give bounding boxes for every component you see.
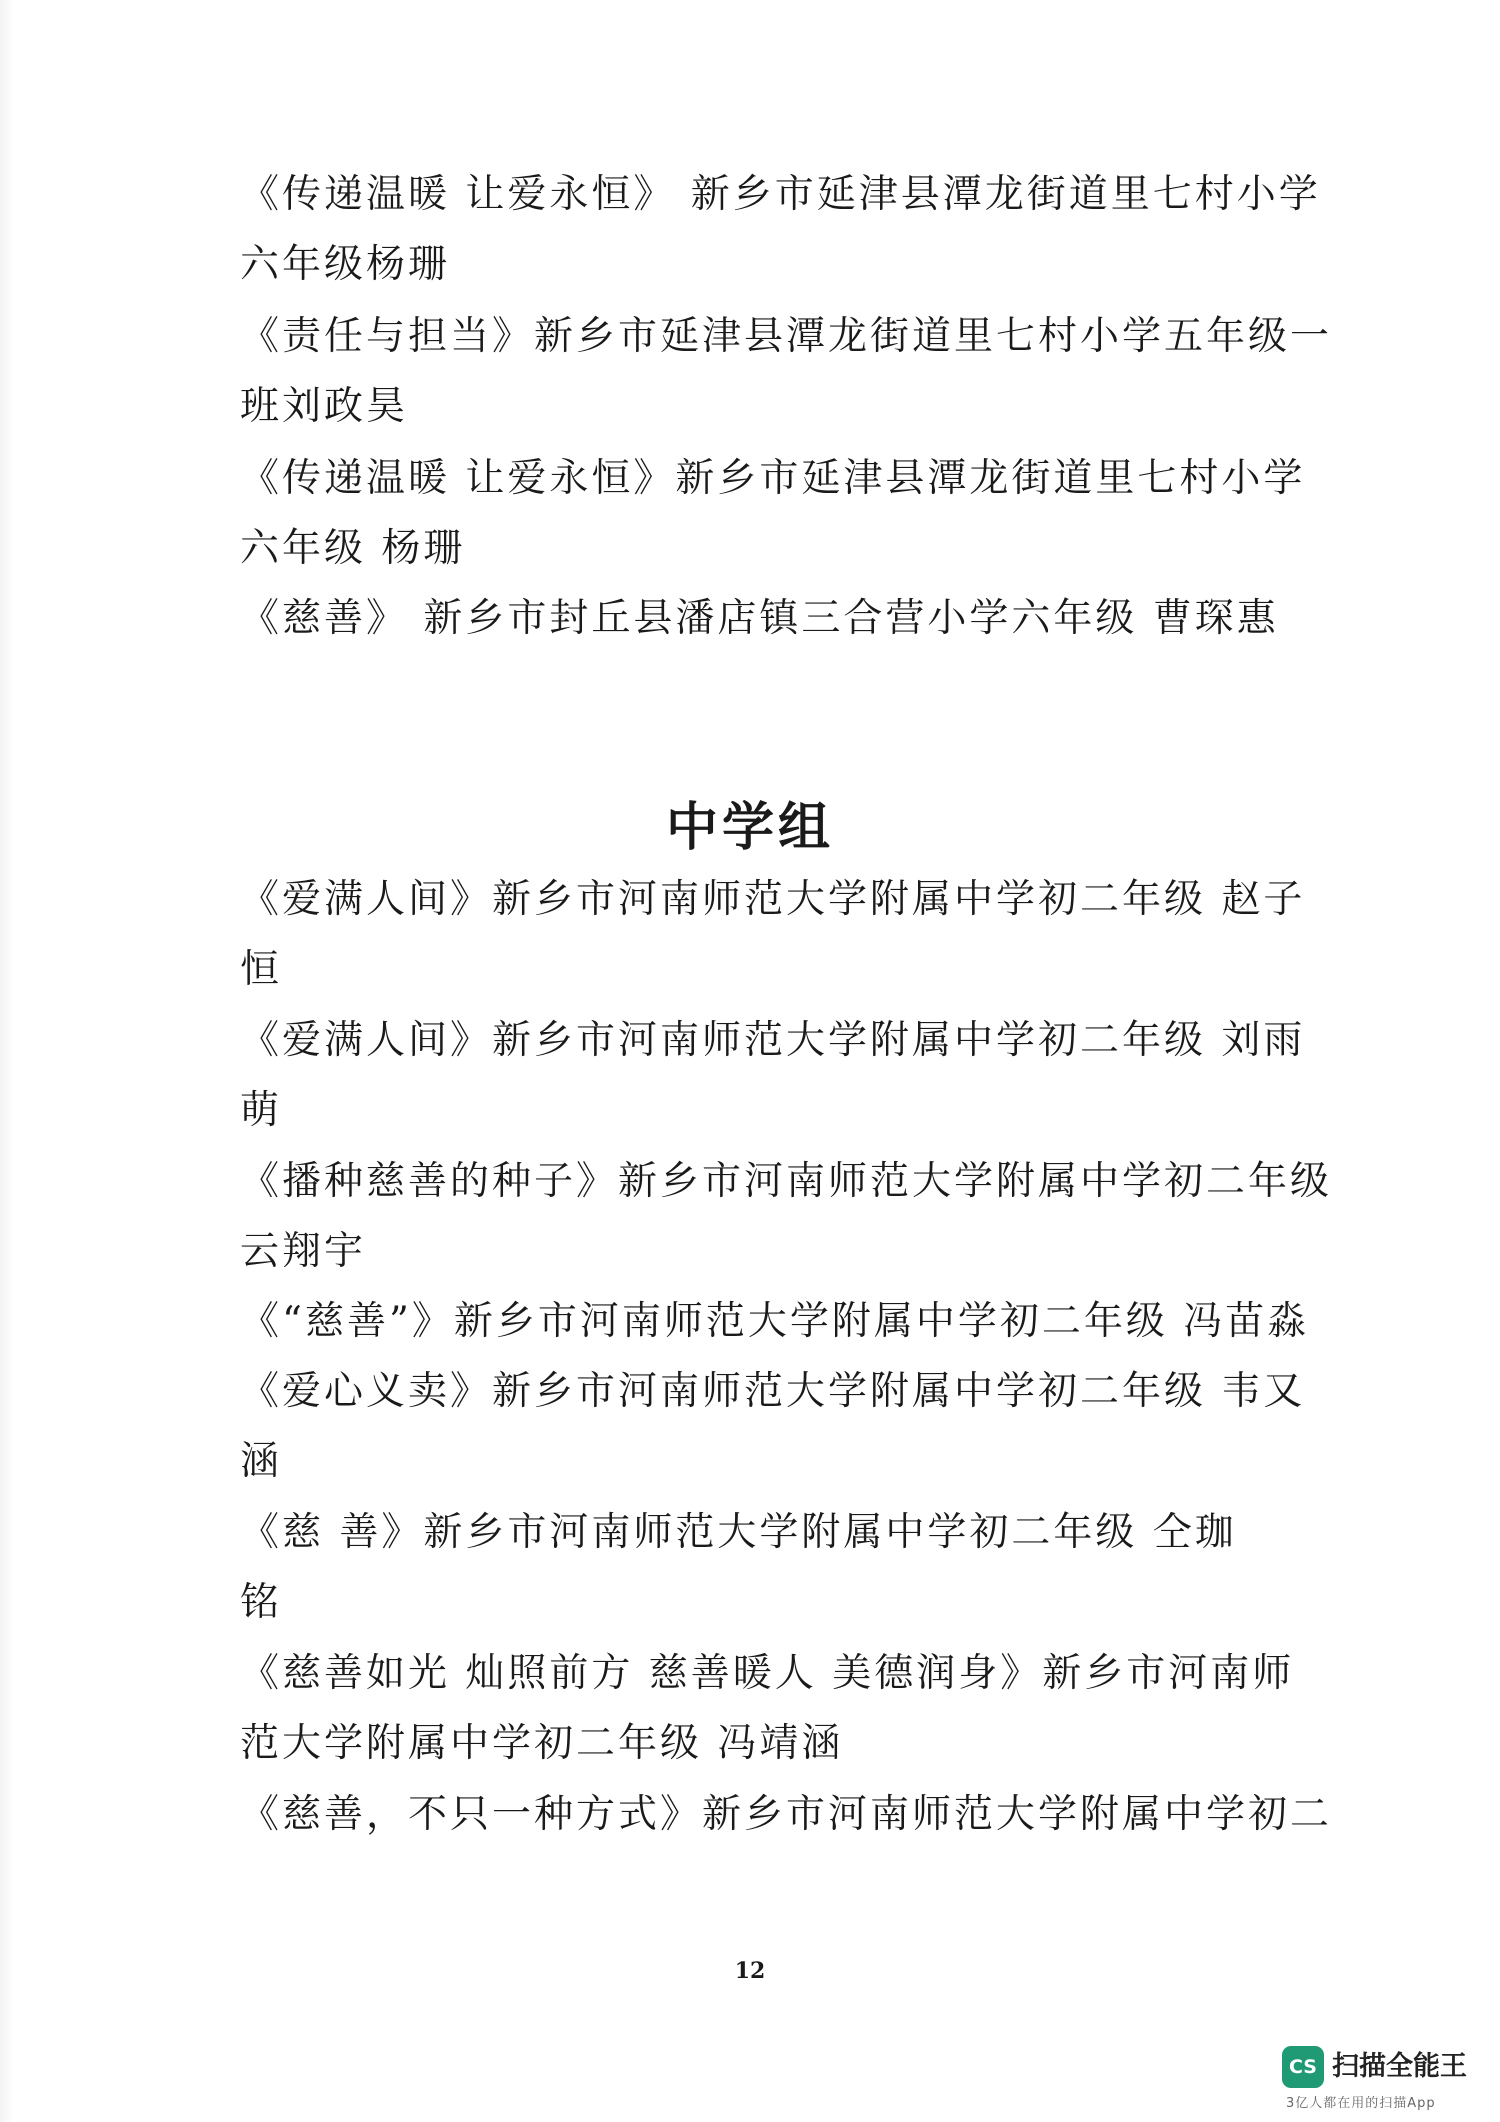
- scanner-watermark: [1282, 2040, 1482, 2110]
- page-number: 12: [734, 1958, 766, 1984]
- award-entry-line: 恒: [240, 947, 283, 992]
- award-entry-line: 《传递温暖 让爱永恒》新乡市延津县潭龙街道里七村小学: [240, 456, 1306, 501]
- award-entry-line: 《慈善》 新乡市封丘县潘店镇三合营小学六年级 曹琛惠: [240, 596, 1279, 641]
- award-entry-line: 《慈善，不只一种方式》新乡市河南师范大学附属中学初二: [240, 1792, 1333, 1837]
- camscanner-logo-icon: CS: [1282, 2046, 1324, 2088]
- award-entry-line: 《慈善如光 灿照前方 慈善暖人 美德润身》新乡市河南师: [240, 1651, 1295, 1696]
- section-title: 中学组: [665, 798, 834, 858]
- award-entry-line: 铭: [240, 1580, 283, 1625]
- award-entry-line: 《爱满人间》新乡市河南师范大学附属中学初二年级 刘雨: [240, 1018, 1306, 1063]
- award-entry-line: 班刘政昊: [240, 384, 409, 429]
- award-entry-line: 范大学附属中学初二年级 冯靖涵: [240, 1721, 844, 1766]
- award-entry-line: 《责任与担当》新乡市延津县潭龙街道里七村小学五年级一: [240, 314, 1333, 359]
- award-entry-line: 涵: [240, 1439, 283, 1484]
- award-entry-line: 六年级杨珊: [240, 242, 451, 287]
- award-entry-line: 云翔宇: [240, 1229, 367, 1274]
- award-entry-line: 《爱满人间》新乡市河南师范大学附属中学初二年级 赵子: [240, 877, 1306, 922]
- scan-edge-shadow: [0, 0, 14, 2122]
- award-entry-line: 《慈 善》新乡市河南师范大学附属中学初二年级 仝珈: [240, 1510, 1237, 1555]
- award-entry-line: 《爱心义卖》新乡市河南师范大学附属中学初二年级 韦又: [240, 1369, 1306, 1414]
- award-entry-line: 萌: [240, 1088, 283, 1133]
- watermark-tagline: 3亿人都在用的扫描App: [1286, 2096, 1436, 2111]
- award-entry-line: 《播种慈善的种子》新乡市河南师范大学附属中学初二年级: [240, 1159, 1333, 1204]
- award-entry-line: 《传递温暖 让爱永恒》 新乡市延津县潭龙街道里七村小学: [240, 172, 1321, 217]
- award-entry-line: 六年级 杨珊: [240, 526, 466, 571]
- watermark-app-name: 扫描全能王: [1332, 2051, 1467, 2082]
- award-entry-line: 《“慈善”》新乡市河南师范大学附属中学初二年级 冯苗淼: [240, 1299, 1310, 1344]
